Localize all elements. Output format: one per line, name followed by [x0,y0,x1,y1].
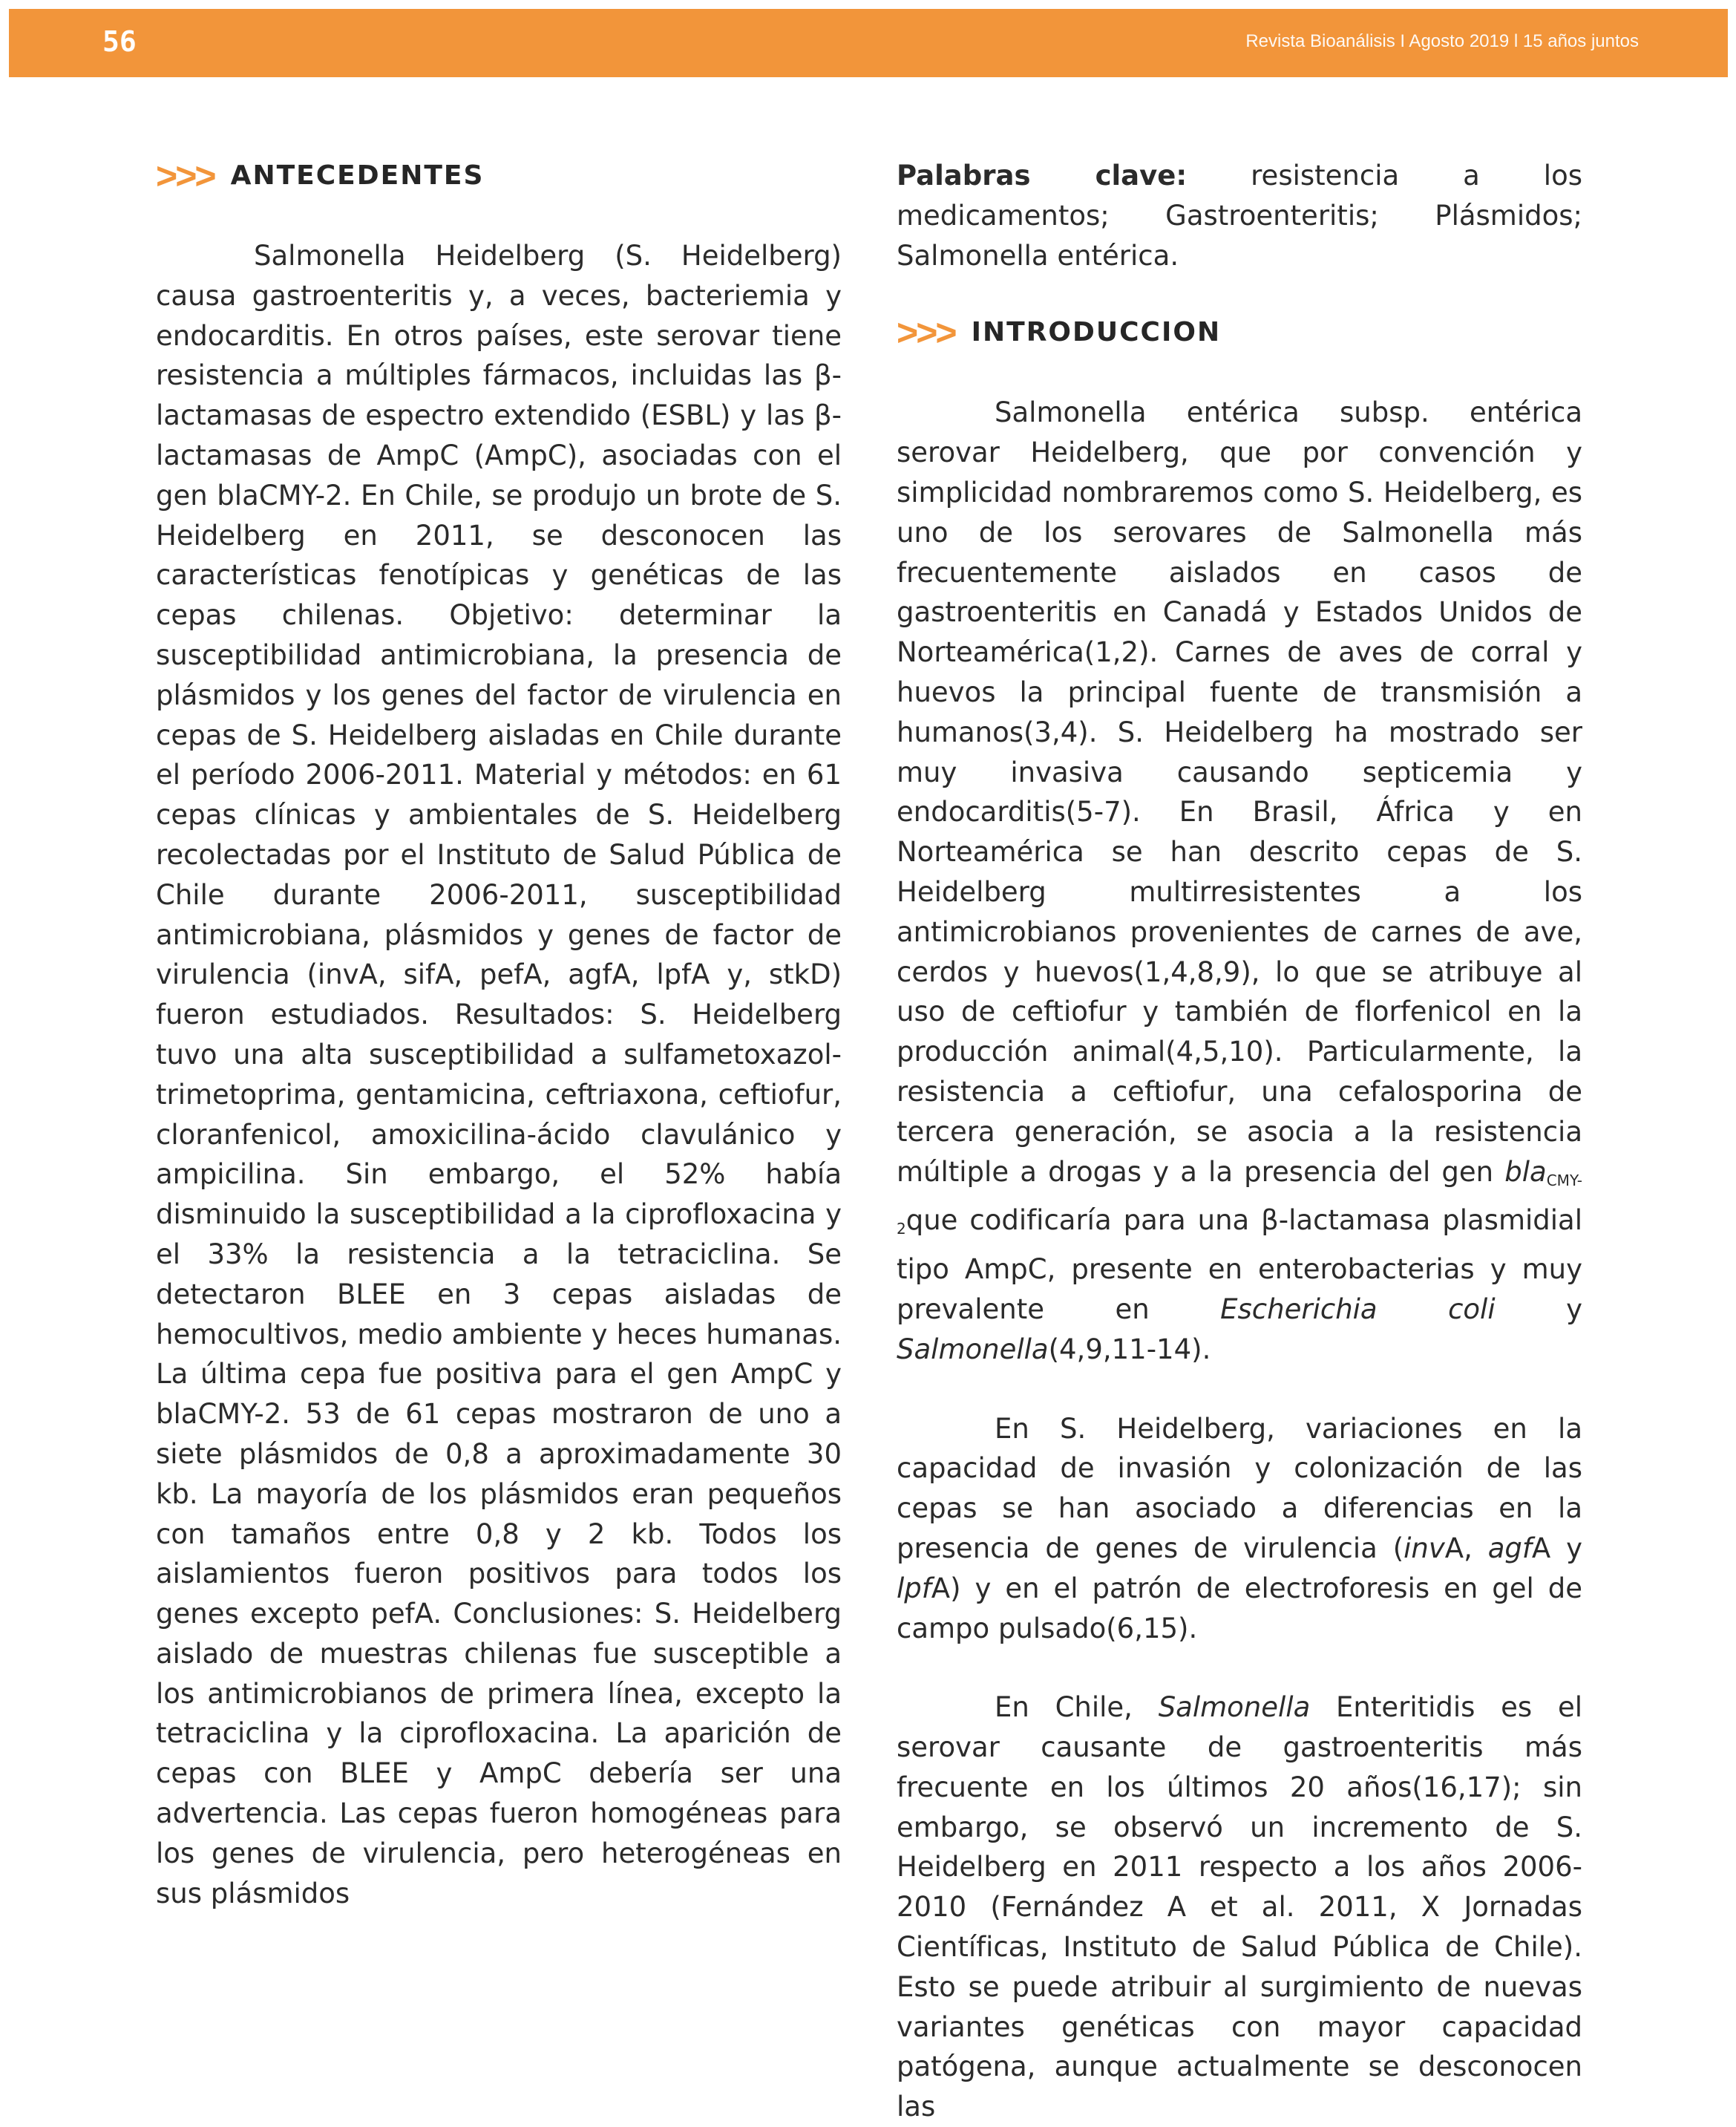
running-head: Revista Bioanálisis I Agosto 2019 l 15 años juntos [1245,31,1639,51]
section-heading-antecedentes [156,156,842,196]
right-column [897,156,1582,2127]
text-run: En S. Heidelberg, variaciones en la capacidad de invasión y colonización de las cepas se han asociado a diferencias en la presencia de genes de virulencia ( [897,1412,1582,1564]
gene-name: bla [1504,1155,1547,1188]
chevrons-icon: >>> [897,312,955,354]
gene-name: lpf [897,1572,931,1604]
gene-name: agf [1487,1532,1532,1564]
species-name: Salmonella [897,1333,1049,1365]
left-column [156,156,842,1913]
text-run: Enteritidis es el serovar causante de gastroenteritis más frecuente en los últimos 20 años(16,17); sin embargo, se observó un incremento de S. Heidelberg en 2011 respecto a los años 2006-2010 (Fernández A et al. 2011, X Jornadas Científicas, Instituto de Salud Pública de Chile). Esto se puede atribuir al surgimiento de nuevas variantes genéticas con mayor capacidad patógena, aunque actualmente se desconocen las [897,1691,1582,2123]
text-run: En Chile, [995,1691,1159,1724]
intro-paragraph-1 [897,393,1582,1369]
chevrons-icon: >>> [156,155,214,197]
text-run: Salmonella entérica subsp. entérica serovar Heidelberg, que por convención y simplicidad nombraremos como S. Heidelberg, es uno de los serovares de Salmonella más frecuentemente aislados en casos de gastroenteritis en Canadá y Estados Unidos de Norteamérica(1,2). Carnes de aves de corral y huevos la principal fuente de transmisión a humanos(3,4). S. Heidelberg ha mostrado ser muy invasiva causando septicemia y endocarditis(5-7). En Brasil, África y en Norteamérica se han descrito cepas de S. Heidelberg multirresistentes a los antimicrobianos provenientes de carnes de ave, cerdos y huevos(1,4,8,9), lo que se atribuye al uso de ceftiofur y también de florfenicol en la producción animal(4,5,10). Particularmente, la resistencia a ceftiofur, una cefalosporina de tercera generación, se asocia a la resistencia múltiple a drogas y a la presencia del gen [897,396,1582,1188]
text-run: A, [1444,1532,1488,1564]
text-run: que codificaría para una β-lactamasa plasmidial tipo AmpC, presente en enterobacterias y muy prevalente en [897,1204,1582,1325]
intro-paragraph-2 [897,1409,1582,1649]
text-run: A y [1531,1532,1583,1564]
keywords-paragraph [897,156,1582,275]
text-run: A) y en el patrón de electroforesis en gel de campo pulsado(6,15). [897,1572,1582,1644]
abstract-paragraph: Salmonella Heidelberg (S. Heidelberg) causa gastroenteritis y, a veces, bacteriemia y endocarditis. En otros países, este serovar tiene resistencia a múltiples fármacos, incluidas las β-lactamasas de espectro extendido (ESBL) y las β-lactamasas de AmpC (AmpC), asociadas con el gen blaCMY-2. En Chile, se produjo un brote de S. Heidelberg en 2011, se desconocen las características fenotípicas y genéticas de las cepas chilenas. Objetivo: determinar la susceptibilidad antimicrobiana, la presencia de plásmidos y los genes del factor de virulencia en cepas de S. Heidelberg aisladas en Chile durante el período 2006-2011. Material y métodos: en 61 cepas clínicas y ambientales de S. Heidelberg recolectadas por el Instituto de Salud Pública de Chile durante 2006-2011, susceptibilidad antimicrobiana, plásmidos y genes de factor de virulencia (invA, sifA, pefA, agfA, lpfA y, stkD) fueron estudiados. Resultados: S. Heidelberg tuvo una alta susceptibilidad a sulfametoxazol-trimetoprima, gentamicina, ceftriaxona, ceftiofur, cloranfenicol, amoxicilina-ácido clavulánico y ampicilina. Sin embargo, el 52% había disminuido la susceptibilidad a la ciprofloxacina y el 33% la resistencia a la tetraciclina. Se detectaron BLEE en 3 cepas aisladas de hemocultivos, medio ambiente y heces humanas. La última cepa fue positiva para el gen AmpC y blaCMY-2. 53 de 61 cepas mostraron de uno a siete plásmidos de 0,8 a aproximadamente 30 kb. La mayoría de los plásmidos eran pequeños con tamaños entre 0,8 y 2 kb. Todos los aislamientos fueron positivos para todos los genes excepto pefA. Conclusiones: S. Heidelberg aislado de muestras chilenas fue susceptible a los antimicrobianos de primera línea, excepto la tetraciclina y la ciprofloxacina. La aparición de cepas con BLEE y AmpC debería ser una advertencia. Las cepas fueron homogéneas para los genes de virulencia, pero heterogéneas en sus plásmidos [156,240,842,1909]
text-run: (4,9,11-14). [1048,1333,1211,1365]
gene-subscript: CMY-2 [897,1171,1582,1238]
species-name: Escherichia coli [1220,1293,1496,1325]
keywords-label: Palabras clave: [897,160,1188,192]
genus-name: Salmonella [1158,1691,1311,1724]
page-number: 56 [102,25,137,58]
text-run: y [1495,1293,1582,1325]
header-bar [9,9,1728,77]
heading-text: INTRODUCCION [971,317,1222,348]
keywords-text: resistencia a los medicamentos; Gastroenteritis; Plásmidos; Salmonella entérica. [897,160,1582,272]
gene-name: inv [1403,1532,1445,1564]
intro-paragraph-3 [897,1687,1582,2127]
section-heading-introduccion [897,313,1582,353]
heading-text: ANTECEDENTES [230,160,485,191]
